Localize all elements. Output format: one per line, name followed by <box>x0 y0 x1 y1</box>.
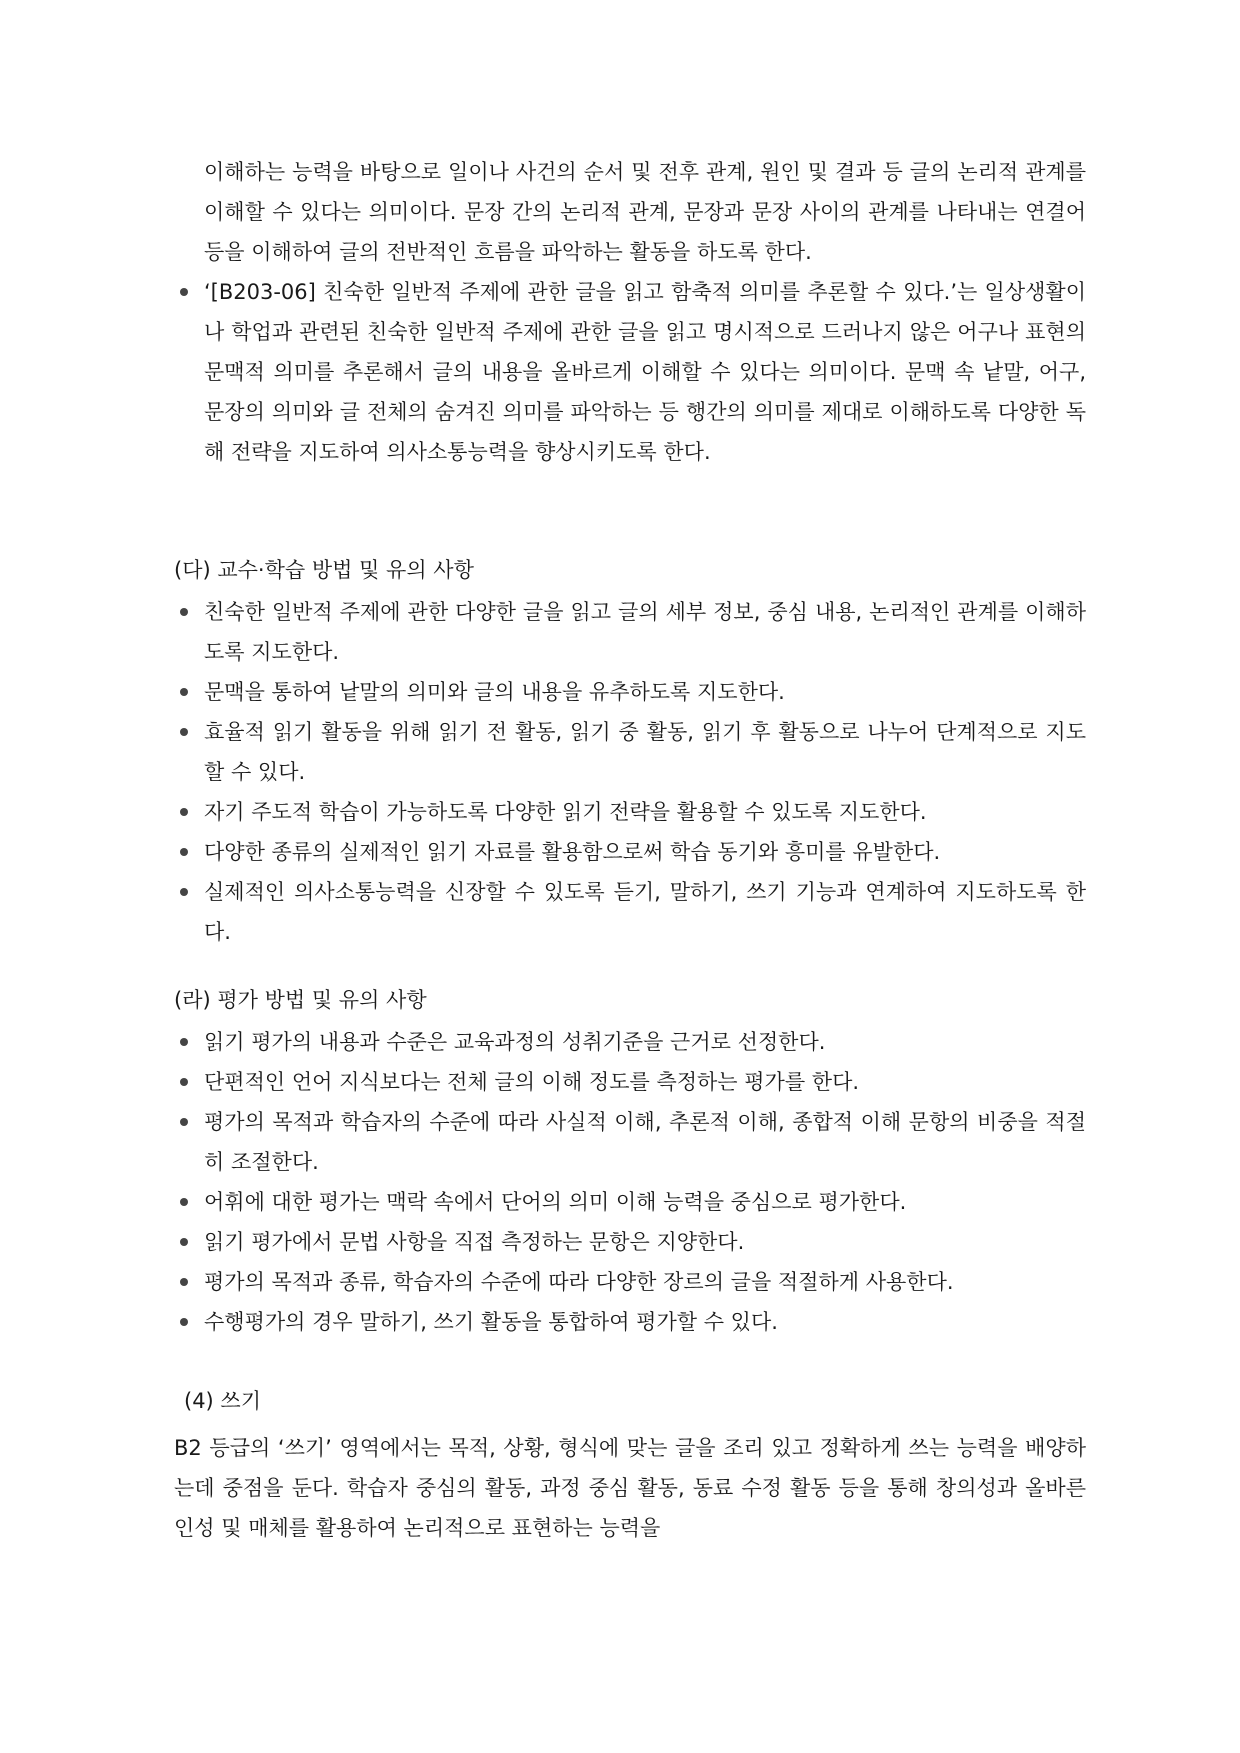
section-writing-paragraph: B2 등급의 ‘쓰기’ 영역에서는 목적, 상황, 형식에 맞는 글을 조리 있고 정확하게 쓰는 능력을 배양하는데 중점을 둔다. 학습자 중심의 활동, 과정 중심 활동, 동료 수정 활동 등을 통해 창의성과 올바른 인성 및 매체를 활용하여 논리적으로 표현하는 능력을 <box>174 1436 1086 1540</box>
bullet-dot-icon <box>180 1038 188 1046</box>
bullet-dot-icon <box>180 1318 188 1326</box>
standard-bullet-item <box>174 272 1086 472</box>
list-item <box>174 592 1086 672</box>
bullet-dot-icon <box>180 1078 188 1086</box>
list-item <box>174 1102 1086 1182</box>
list-item-text: 평가의 목적과 학습자의 수준에 따라 사실적 이해, 추론적 이해, 종합적 이해 문항의 비중을 적절히 조절한다. <box>204 1110 1086 1174</box>
standard-bullet-text: ‘[B203-06] 친숙한 일반적 주제에 관한 글을 읽고 함축적 의미를 추론할 수 있다.’는 일상생활이나 학업과 관련된 친숙한 일반적 주제에 관한 글을 읽고 명시적으로 드러나지 않은 어구나 표현의 문맥적 의미를 추론해서 글의 내용을 올바르게 이해할 수 있다는 의미이다. 문맥 속 낱말, 어구, 문장의 의미와 글 전체의 숨겨진 의미를 파악하는 등 행간의 의미를 제대로 이해하도록 다양한 독해 전략을 지도하여 의사소통능력을 향상시키도록 한다. <box>204 280 1086 464</box>
continuation-paragraph: 이해하는 능력을 바탕으로 일이나 사건의 순서 및 전후 관계, 원인 및 결과 등 글의 논리적 관계를 이해할 수 있다는 의미이다. 문장 간의 논리적 관계, 문장과 문장 사이의 관계를 나타내는 연결어 등을 이해하여 글의 전반적인 흐름을 파악하는 활동을 하도록 한다. <box>204 160 1086 264</box>
list-item-text: 친숙한 일반적 주제에 관한 다양한 글을 읽고 글의 세부 정보, 중심 내용, 논리적인 관계를 이해하도록 지도한다. <box>204 600 1086 664</box>
list-item-text: 어휘에 대한 평가는 맥락 속에서 단어의 의미 이해 능력을 중심으로 평가한다. <box>204 1190 907 1214</box>
bullet-dot-icon <box>180 1238 188 1246</box>
list-item <box>174 872 1086 952</box>
bullet-dot-icon <box>180 1118 188 1126</box>
list-item <box>174 832 1086 872</box>
list-item-text: 읽기 평가에서 문법 사항을 직접 측정하는 문항은 지양한다. <box>204 1230 745 1254</box>
list-item <box>174 792 1086 832</box>
list-item-text: 효율적 읽기 활동을 위해 읽기 전 활동, 읽기 중 활동, 읽기 후 활동으로 나누어 단계적으로 지도할 수 있다. <box>204 720 1086 784</box>
bullet-dot-icon <box>180 1198 188 1206</box>
list-item <box>174 1022 1086 1062</box>
bullet-dot-icon <box>180 608 188 616</box>
bullet-dot-icon <box>180 848 188 856</box>
list-item-text: 문맥을 통하여 낱말의 의미와 글의 내용을 유추하도록 지도한다. <box>204 680 785 704</box>
bullet-dot-icon <box>180 808 188 816</box>
list-item-text: 자기 주도적 학습이 가능하도록 다양한 읽기 전략을 활용할 수 있도록 지도한다. <box>204 800 927 824</box>
list-item <box>174 712 1086 792</box>
section-da-heading: (다) 교수·학습 방법 및 유의 사항 <box>174 558 474 582</box>
list-item-text: 다양한 종류의 실제적인 읽기 자료를 활용함으로써 학습 동기와 흥미를 유발한다. <box>204 840 941 864</box>
bullet-dot-icon <box>180 1278 188 1286</box>
list-item-text: 수행평가의 경우 말하기, 쓰기 활동을 통합하여 평가할 수 있다. <box>204 1310 778 1334</box>
list-item-text: 평가의 목적과 종류, 학습자의 수준에 따라 다양한 장르의 글을 적절하게 사용한다. <box>204 1270 954 1294</box>
section-writing-heading: (4) 쓰기 <box>184 1389 261 1413</box>
list-item-text: 실제적인 의사소통능력을 신장할 수 있도록 듣기, 말하기, 쓰기 기능과 연계하여 지도하도록 한다. <box>204 880 1086 944</box>
list-item <box>174 1302 1086 1342</box>
bullet-dot-icon <box>180 288 188 296</box>
bullet-dot-icon <box>180 728 188 736</box>
list-item <box>174 1222 1086 1262</box>
list-item <box>174 1182 1086 1222</box>
list-item <box>174 672 1086 712</box>
bullet-dot-icon <box>180 888 188 896</box>
list-item-text: 단편적인 언어 지식보다는 전체 글의 이해 정도를 측정하는 평가를 한다. <box>204 1070 860 1094</box>
list-item-text: 읽기 평가의 내용과 수준은 교육과정의 성취기준을 근거로 선정한다. <box>204 1030 826 1054</box>
list-item <box>174 1062 1086 1102</box>
bullet-dot-icon <box>180 688 188 696</box>
list-item <box>174 1262 1086 1302</box>
section-ra-heading: (라) 평가 방법 및 유의 사항 <box>174 988 427 1012</box>
